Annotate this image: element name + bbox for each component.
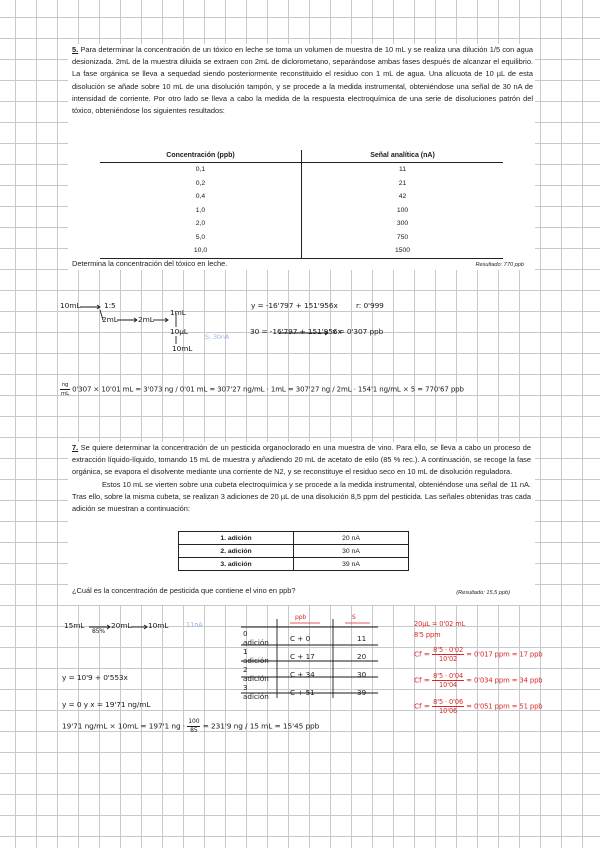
table-cell: 11 (302, 163, 504, 177)
table-cell: 5,0 (195, 233, 206, 241)
problem-7-text-1: Se quiere determinar la concentración de un pesticida organoclorado en una muestra de vino. Para ello, se lleva a cabo un proceso de extracción líquido-líquido, tomando 15 mL de muestra y añadiendo 20 mL de acetato de etilo (85 % rec.). A continuación, se recoge la fase orgánica, se evapora el disolvente mediante una corriente de N2, y se reconstituye el residuo seco en 10 mL de disolución reguladora. (72, 443, 532, 477)
table-cell: C + 34 (290, 669, 315, 679)
cf-line-1 (414, 646, 543, 663)
cf-line-3 (414, 698, 543, 715)
signal-note-7: 11nA (186, 621, 203, 629)
table-cell: 0,1 (195, 166, 206, 174)
final-line-a: 19'71 ng/mL × 10mL = 197'1 ng · (62, 721, 186, 731)
table-cell: 3. adición (179, 558, 294, 571)
table-cell: 100 (302, 204, 504, 218)
table-cell: 39 (357, 687, 367, 697)
dilution-2ml-b: 2mL (138, 315, 154, 324)
fraction-numerator: 100 (188, 718, 200, 725)
signal-note: S: 30nA (205, 333, 230, 341)
flow-15ml: 15mL (64, 621, 85, 630)
table-cell: 1. adición (179, 532, 294, 545)
table-cell: 2 adición (243, 665, 269, 683)
red-note-conc: 8'5 ppm (414, 631, 441, 639)
problem-7-statement-2 (68, 479, 535, 516)
regression-equation-7: y = 10'9 + 0'553x (62, 673, 128, 682)
problem-5-result: Resultado: 770 ppb (475, 262, 524, 268)
standard-addition-table (240, 629, 400, 701)
cf-fraction (432, 672, 464, 689)
table-cell: 1,0 (195, 206, 206, 214)
table-cell: 3 adición (243, 683, 269, 701)
problem-5-question: Determina la concentración del tóxico en leche. (72, 259, 228, 268)
cf-line-2 (414, 672, 543, 689)
problem-5-text: Para determinar la concentración de un tóxico en leche se toma un volumen de muestra de 10 mL y se realiza una dilución 1/5 con agua desionizada. 2mL de la muestra diluida se extraen con 2mL de diclorometano, separándose ambas fases después de alcanzar el equilibrio. La fase orgánica se lleva a sequedad siendo posteriormente reconstituido el residuo con 1 mL de agua. Una alícuota de 10 µL de esta disolución se añade sobre 10 mL de una disolución tampón, y se procede a la medida instrumental, obteniéndose una señal de 30 nA de intensidad de corriente. Por otro lado se lleva a cabo la medida de la respuesta electroquímica de una serie de disoluciones patrón del tóxico, obteniéndose los siguientes resultados: (72, 45, 533, 116)
solve-equation-7: y = 0 y x = 19'71 ng/mL (62, 700, 151, 709)
dilution-factor: 1:5 (104, 301, 116, 310)
conc-fraction (60, 381, 70, 398)
solve-equation: 30 = -16'797 + 151'956x (250, 327, 342, 336)
table-cell: 0,4 (195, 193, 206, 201)
table-cell: 30 (357, 669, 367, 679)
fraction-denominator: 85 (190, 727, 198, 734)
cf-fraction (432, 646, 464, 663)
problem-7-question-row (72, 585, 532, 599)
table-cell: 0 adición (243, 629, 269, 647)
fraction-numerator: 8'5 · 0'04 (433, 672, 464, 680)
problem-7-question: ¿Cuál es la concentración de pesticida que contiene el vino en ppb? (72, 586, 296, 595)
recovery-fraction (187, 718, 200, 735)
problem-7-statement-1 (68, 442, 535, 479)
table-header-concentration: Concentración (ppb) (100, 150, 302, 163)
table-cell: 39 nA (294, 558, 409, 571)
dilution-sample: 10mL (60, 301, 81, 310)
final-calculation-5 (60, 381, 464, 398)
col-head-s: S (352, 614, 356, 621)
table-cell: 21 (302, 177, 504, 191)
table-cell: 750 (302, 231, 504, 245)
fraction-numerator: 8'5 · 0'02 (433, 646, 464, 654)
cf-fraction (432, 698, 464, 715)
fraction-denominator: 10'06 (439, 707, 458, 715)
table-cell: 20 (357, 651, 367, 661)
table-cell: 30 nA (294, 545, 409, 558)
col-head-ppb: ppb (295, 614, 307, 621)
flow-85: 85% (92, 628, 106, 635)
red-note-volume: 20µL = 0'02 mL (414, 620, 466, 628)
fraction-denominator: 10'02 (439, 655, 458, 663)
table-cell: C + 51 (290, 687, 315, 697)
problem-5-number: 5. (72, 45, 79, 54)
solve-result: x = 0'307 ppb (332, 327, 384, 336)
fraction-denominator: 10'04 (439, 681, 458, 689)
additions-table (178, 531, 409, 571)
calc-line: 0'307 × 10'01 mL = 3'073 ng / 0'01 mL = 307'27 ng/mL · 1mL = 307'27 ng / 2mL · 154'1 ng/mL × 5 = 770'67 ppb (72, 385, 464, 394)
cf-label: Cf = (414, 675, 430, 685)
cf-label: Cf = (414, 701, 430, 711)
cf-result: = 0'034 ppm = 34 ppb (466, 676, 543, 685)
dilution-2ml: 2mL (102, 315, 118, 324)
final-line-b: = 231'9 ng / 15 mL = 15'45 ppb (202, 721, 320, 731)
table-cell: C + 17 (290, 651, 315, 661)
problem-7-result: (Resultado: 15,5 ppb) (456, 590, 510, 596)
table-cell: 2,0 (195, 220, 206, 228)
table-row (179, 558, 409, 571)
table-row (179, 545, 409, 558)
table-row (240, 629, 400, 647)
final-calculation-7 (62, 718, 319, 735)
fraction-denominator: mL (61, 391, 70, 397)
dilution-10ul: 10µL (170, 327, 188, 336)
table-cell: 1 adición (243, 647, 269, 665)
dilution-10ml: 10mL (172, 344, 193, 353)
table-row (240, 665, 400, 683)
table-cell: 1500 (302, 244, 504, 258)
problem-7-printed (68, 442, 535, 605)
flow-10ml: 10mL (148, 621, 169, 630)
cf-result: = 0'051 ppm = 51 ppb (466, 702, 543, 711)
table-cell: 10,0 (193, 247, 208, 255)
cf-label: Cf = (414, 649, 430, 659)
table-cell: 20 nA (294, 532, 409, 545)
table-cell: 42 (302, 190, 504, 204)
table-cell: 11 (357, 633, 367, 643)
flow-20ml: 20mL (111, 621, 132, 630)
table-header-signal: Señal analítica (nA) (302, 150, 504, 163)
regression-equation: y = -16'797 + 151'956x (251, 301, 338, 310)
table-cell: 2. adición (179, 545, 294, 558)
dilution-1ml: 1mL (170, 308, 186, 317)
table-row (240, 647, 400, 665)
correlation-coefficient: r: 0'999 (356, 301, 384, 310)
cf-result: = 0'017 ppm = 17 ppb (466, 650, 543, 659)
fraction-numerator: 8'5 · 0'06 (433, 698, 464, 706)
table-cell: 300 (302, 217, 504, 231)
table-row (240, 683, 400, 701)
table-cell: 0,2 (195, 179, 206, 187)
fraction-numerator: ng (61, 382, 69, 388)
table-cell: C + 0 (290, 633, 311, 643)
table-row (179, 532, 409, 545)
problem-7-text-2: Estos 10 mL se vierten sobre una cubeta electroquímica y se procede a la medida instrumental, obteniéndose una señal de 11 nA. Tras ello, sobre la misma cubeta, se realizan 3 adiciones de 20 µL de una disolución 8,5 ppm del pesticida. Las señales obtenidas tras cada adición se muestran a continuación: (72, 479, 531, 514)
problem-7-number: 7. (72, 443, 79, 452)
